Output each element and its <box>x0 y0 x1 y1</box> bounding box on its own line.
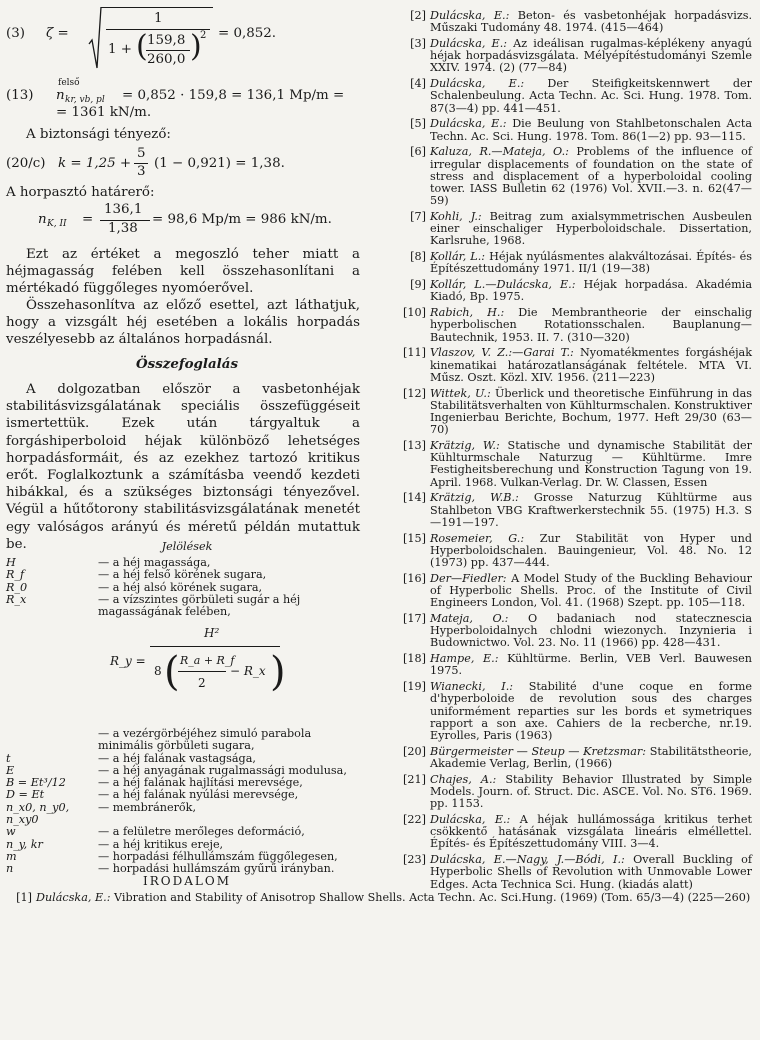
ry-line <box>150 646 280 647</box>
notation-symbol: w <box>6 825 16 839</box>
reference-body: O badaniach nod statecznescia Hyperboloidalnych chlodni wiezonych. Inzynieria i Budownictwo. Vol. 23. No. 11 (1966) pp. 428—431. <box>430 612 752 650</box>
reference-number: [23] <box>403 853 426 867</box>
reference-body: Az ideálisan rugalmas-képlékeny anyagú héjak horpadásvizsgálata. Mélyépítéstudományi Szemle XXIV. 1974. (2) (77—84) <box>430 37 753 75</box>
notation-definition: — a héj magassága, <box>98 556 211 569</box>
reference-item <box>394 653 752 677</box>
reference-item <box>394 10 752 34</box>
reference-text <box>430 746 752 770</box>
eq-line2: = 1361 kN/m. <box>56 105 152 120</box>
reference-item <box>394 613 752 650</box>
paragraph-text: Összehasonlítva az előző esettel, azt láthatjuk, hogy a vizsgált héj esetében a lokális horpadás veszélyesebb az általános horpadásnál. <box>6 298 360 348</box>
notation-definition: — a héj falának hajlítási merevsége, <box>98 776 303 790</box>
notation-definition: — a héj felső körének sugara, <box>98 568 267 582</box>
eq-label: (3) <box>6 26 25 41</box>
paragraph-2 <box>6 297 360 349</box>
reference-text <box>430 492 752 529</box>
notation-definition: — a héj anyagának rugalmassági modulusa, <box>98 763 347 777</box>
equation-13 <box>6 78 366 122</box>
reference-author: Dulácska, E.: <box>430 77 525 91</box>
reference-text <box>430 573 752 610</box>
reference-item <box>394 533 752 570</box>
reference-number: [5] <box>410 117 426 131</box>
reference-body: Vibration and Stability of Anisotrop Shallow Shells. Acta Techn. Ac. Sci.Hung. (1969) (Tom. 65/3—4) (225—260) <box>110 891 751 904</box>
reference-number: [17] <box>403 612 426 626</box>
reference-body: Grosse Naturzug Kühltürme aus Stahlbeton VBG Kraftwerkerstechnik 55. (1975) H.3. S—191—197. <box>430 491 752 529</box>
reference-text <box>430 774 752 811</box>
reference-item <box>394 38 752 75</box>
reference-body: Stabilité d'une coque en forme d'hyperboloide de revolution sous des charges uniformément reparties sur les bords et symetriques rapport a son axe. Cahiers de la recberche, nr.19. Eyrolles, Paris (1963) <box>430 680 752 743</box>
notation-row <box>6 569 366 581</box>
notation-definition: — a héj falának nyúlási merevsége, <box>98 788 299 802</box>
reference-text <box>430 653 752 677</box>
frac-den: 1,38 <box>108 221 138 236</box>
eq-result: = 0,852. <box>218 26 277 41</box>
reference-1 <box>0 891 751 908</box>
reference-number: [14] <box>403 491 426 505</box>
notation-definition: — a héj alsó körének sugara, <box>98 580 263 594</box>
paragraph-text: A dolgozatban először a vasbetonhéjak stabilitásvizsgálatának speciális összefüggéseit ismertettük. Ezek után tárgyaltuk a forgáshiperboloid héjak különböző lehetséges horpadásformáit, és az ezekhez tartozó kritikus erőt. Foglalkoztunk a számításba veendő kezdeti hibákkal, és a szükséges biztonsági tényezővel. Végül a hűtőtorony stabilitásvizsgálatának menetét egy valóságos arányú és méretű példán mutattuk be. <box>6 382 360 552</box>
reference-body: Zur Stabilität von Hyper und Hyperboloidschalen. Bauingenieur, Vol. 48. No. 12 (1973) pp. 437—444. <box>430 531 752 570</box>
reference-text <box>430 613 752 650</box>
reference-item <box>394 118 752 142</box>
reference-author: Kollár, L.: <box>430 250 486 264</box>
reference-item <box>394 440 752 489</box>
reference-body: A héjak hullámossága kritikus terhet csökkentő hatásának vizsgálata lineáris elméllettel. Építés- és Építészettudomány VIII. 3—4. <box>430 813 752 851</box>
reference-item <box>394 814 752 851</box>
reference-body: Nyomatékmentes forgáshéjak kinematikai határozatlanságának feltétele. MTA VI. Műsz. Oszt. Közl. XIV. 1956. (211—223) <box>430 346 752 384</box>
reference-text <box>430 388 752 437</box>
ry-in-num: R_a + R_f <box>180 654 235 667</box>
reference-text <box>430 347 752 384</box>
reference-number: [1] <box>16 891 32 904</box>
frac-den-pre: 1 + <box>108 42 132 57</box>
ry-formula <box>110 624 350 720</box>
reference-number: [11] <box>403 346 426 360</box>
reference-body: Die Membrantheorie der einschalig hyperbolischen Rotationsschalen. Bauplanung—Bautechnik, 1953. II. 7. (310—320) <box>430 306 752 344</box>
reference-body: Statische und dynamische Stabilität der Kühlturmschale Naturzug — Kühltürme. Imre Festigheitsberechung und Konstruction Tagung von 19. April. 1968. Vulkan-Verlag. Dr. W. Classen, Essen <box>430 439 753 489</box>
reference-text <box>430 251 752 275</box>
reference-number: [7] <box>410 210 426 224</box>
reference-item <box>394 347 752 384</box>
notation-list-a <box>6 557 366 618</box>
reference-text <box>430 279 752 303</box>
reference-item <box>394 746 752 770</box>
reference-author: Dulácska, E.: <box>430 9 510 22</box>
notation-symbol: t <box>6 751 11 765</box>
ry-lhs: R_y = <box>110 654 146 668</box>
notation-row <box>6 826 366 838</box>
notation-definition: — membránerők, <box>98 800 197 814</box>
reference-author: Der—Fiedler: <box>430 571 507 585</box>
notation-symbol: R_x <box>6 592 27 606</box>
reference-body: A Model Study of the Buckling Behaviour of Hyperbolic Shells. Proc. of the Institute of Civil Engineers London, Vol. 41. (1968) Szept. pp. 105—118. <box>430 571 752 610</box>
reference-body: Stability Behavior Illustrated by Simple Models. Journ. of. Struct. Dic. ASCE. Vol. No. ST6. 1969. pp. 1153. <box>430 772 752 811</box>
summary-heading: Összefoglalás <box>136 356 238 372</box>
reference-item <box>394 492 752 529</box>
reference-author: Bürgermeister — Steup — Kretzsmar: <box>430 744 647 758</box>
frac-den: 3 <box>137 164 146 179</box>
reference-body: Héjak horpadása. Akadémia Kiadó, Bp. 1975. <box>430 278 752 304</box>
reference-number: [21] <box>403 772 426 786</box>
notation-symbol: H <box>6 556 16 569</box>
reference-number: [8] <box>410 250 426 264</box>
reference-author: Dulácska, E.: <box>430 37 508 50</box>
paren-open: ( <box>136 29 148 64</box>
notation-symbol <box>6 728 54 753</box>
notation-row <box>6 728 366 753</box>
inner-den: 260,0 <box>147 52 186 67</box>
reference-text <box>430 38 752 75</box>
reference-body: Overall Buckling of Hyperbolic Shells of Revolution with Unmovable Lower Edges. Acta Technica Sci. Hung. (kiadás alatt) <box>430 853 752 891</box>
notation-heading: Jelölések <box>161 540 213 553</box>
notation-definition: — a héj kritikus ereje, <box>98 837 224 851</box>
eq-sub: K, II <box>47 219 67 229</box>
notation-symbol: R_0 <box>6 580 28 594</box>
reference-text <box>430 854 752 891</box>
eq-sup: felső <box>58 78 80 88</box>
reference-author: Kollár, L.—Dulácska, E.: <box>430 278 576 292</box>
references-column <box>394 10 752 894</box>
reference-author: Vlaszov, V. Z.:—Garai T.: <box>430 346 574 360</box>
reference-number: [3] <box>410 37 426 50</box>
notation-row <box>6 789 366 801</box>
reference-number: [2] <box>410 9 426 22</box>
notation-symbol: m <box>6 849 17 863</box>
reference-item <box>394 388 752 437</box>
reference-list <box>394 10 752 891</box>
eq-lhs: ζ = <box>46 26 69 41</box>
notation-definition: — a héj falának vastagsága, <box>98 751 256 765</box>
reference-number: [9] <box>410 278 426 292</box>
reference-body: Stabilitätstheorie, Akademie Verlag, Berlin, (1966) <box>430 744 752 771</box>
reference-text <box>430 146 752 207</box>
reference-body: Beitrag zum axialsymmetrischen Ausbeulen einer einschaliger Hyperboloidschale. Dissertation, Karlsruhe, 1968. <box>430 210 753 248</box>
reference-body: Beton- és vasbetonhéjak horpadásvizs. Műszaki Tudomány 48. 1974. (415—464) <box>430 9 753 35</box>
equation-limit <box>6 200 366 240</box>
reference-text <box>430 814 752 851</box>
reference-item <box>0 891 751 904</box>
reference-number: [16] <box>403 571 426 585</box>
reference-author: Krätzig, W.: <box>430 439 500 453</box>
paragraph-1 <box>6 246 360 298</box>
eq-rhs: = 0,852 · 159,8 = 136,1 Mp/m = <box>122 88 345 103</box>
notation-symbol: E <box>6 763 15 777</box>
ry-in-line <box>178 671 226 672</box>
reference-author: Dulácska, E.: <box>430 117 507 131</box>
reference-text <box>430 10 752 34</box>
equation-20c <box>6 146 366 184</box>
reference-item <box>394 681 752 742</box>
notation-definition: — horpadási hullámszám gyűrű irányban. <box>98 862 335 876</box>
reference-author: Rabich, H.: <box>430 306 505 320</box>
safety-label: A biztonsági tényező: <box>26 127 171 142</box>
eq-label: (13) <box>6 88 34 103</box>
notation-symbol: n_x0, n_y0, n_xy0 <box>6 800 70 827</box>
reference-number: [18] <box>403 652 426 666</box>
reference-body: Kühltürme. Berlin, VEB Verl. Bauwesen 1975. <box>430 652 752 678</box>
eq-sub: kr, vb, pl <box>65 95 105 105</box>
references-heading: IRODALOM <box>143 874 231 888</box>
reference-number: [20] <box>403 744 426 758</box>
notation-list-b <box>6 728 366 876</box>
notation-row <box>6 802 366 827</box>
summary-paragraph <box>6 381 360 553</box>
reference-item <box>394 211 752 248</box>
inner-line <box>146 50 190 51</box>
reference-text <box>430 440 752 489</box>
eq-result: = 98,6 Mp/m = 986 kN/m. <box>152 212 332 227</box>
reference-item <box>394 854 752 891</box>
reference-author: Krätzig, W.B.: <box>430 491 519 505</box>
reference-item <box>394 146 752 207</box>
ry-paren-open: ( <box>164 649 180 695</box>
reference-body: Der Steifigkeitskennwert der Schalenbeulung. Acta Techn. Ac. Sci. Hung. 1978. Tom. 87(3—4) pp. 441—451. <box>430 77 752 115</box>
paragraph-text: Ezt az értéket a megoszló teher miatt a héjmagasság felében kell összehasonlítani a mértékadó függőleges nyomóerővel. <box>6 247 360 297</box>
reference-author: Rosemeier, G.: <box>430 531 525 545</box>
frac-num: 136,1 <box>104 202 143 217</box>
reference-body: Die Beulung von Stahlbetonschalen Acta Techn. Ac. Sci. Hung. 1978. Tom. 86(1—2) pp. 93—115. <box>430 117 752 143</box>
reference-author: Mateja, O.: <box>430 612 509 626</box>
eq-label: (20/c) <box>6 156 46 171</box>
reference-text <box>430 211 752 248</box>
ry-in-post: − R_x <box>230 664 266 678</box>
eq-post: (1 − 0,921) = 1,38. <box>154 156 285 171</box>
notation-symbol: R_f <box>6 568 25 582</box>
notation-definition: — horpadási félhullámszám függőlegesen, <box>98 849 338 863</box>
reference-text <box>430 681 752 742</box>
reference-item <box>394 78 752 115</box>
ry-in-den: 2 <box>198 676 206 690</box>
reference-item <box>394 774 752 811</box>
frac-num: 1 <box>154 11 163 26</box>
reference-author: Chajes, A.: <box>430 772 497 786</box>
reference-body: Überlick und theoretische Einführung in das Stabilitätsverhalten von Kühlturmschalen. Konstruktiver Ingenierbau Berichte, Bochum, 1977. Heft 29/30 (63—70) <box>430 386 752 437</box>
reference-text <box>430 78 752 115</box>
reference-author: Dulácska, E.: <box>430 813 511 827</box>
eq-var: n <box>38 212 47 227</box>
reference-text <box>430 118 752 142</box>
reference-number: [6] <box>410 145 426 159</box>
eq-pre: k = 1,25 + <box>58 156 132 171</box>
notation-symbol: B = Et³/12 <box>6 776 66 790</box>
reference-author: Dulácska, E.—Nagy, J.—Bódi, I.: <box>430 853 625 867</box>
reference-author: Wittek, U.: <box>430 386 491 400</box>
reference-body: Héjak nyúlásmentes alakváltozásai. Építés- és Építészettudomány 1971. II/1 (19—38) <box>430 250 752 276</box>
reference-number: [4] <box>410 77 426 91</box>
eq-var: n <box>56 88 65 103</box>
notation-definition: — a vízszintes görbületi sugár a héj magasságának felében, <box>98 592 301 619</box>
reference-number: [19] <box>403 680 426 694</box>
reference-number: [22] <box>403 813 426 827</box>
sqrt-bar <box>101 7 213 8</box>
limit-label: A horpasztó határerő: <box>6 185 155 200</box>
reference-item <box>394 251 752 275</box>
notation-definition: — a felületre merőleges deformáció, <box>98 825 305 839</box>
reference-author: Kohli, J.: <box>430 210 482 224</box>
reference-number: [10] <box>403 306 426 320</box>
ry-paren-close: ) <box>270 649 286 695</box>
ry-den-pre: 8 <box>154 664 162 678</box>
reference-number: [12] <box>403 386 426 400</box>
equation-3 <box>6 6 366 74</box>
notation-definition: — a vezérgörbéjéhez simuló parabola minimális görbületi sugara, <box>98 727 312 753</box>
reference-item <box>394 279 752 303</box>
ry-num: H² <box>204 626 220 640</box>
notation-symbol: D = Et <box>6 788 45 802</box>
reference-author: Kaluza, R.—Mateja, O.: <box>430 145 569 159</box>
paren-close: ) <box>190 29 202 64</box>
frac-num: 5 <box>137 146 146 161</box>
eq-eq: = <box>82 212 94 227</box>
reference-number: [13] <box>403 439 426 453</box>
notation-row <box>6 594 366 619</box>
notation-symbol: n_y, kr <box>6 837 43 851</box>
reference-text <box>430 307 752 344</box>
reference-text <box>430 533 752 570</box>
reference-number: [15] <box>403 531 426 545</box>
sqrt-symbol <box>88 6 102 70</box>
reference-item <box>394 307 752 344</box>
notation-symbol: n <box>6 862 14 876</box>
reference-author: Dulácska, E.: <box>36 891 111 904</box>
reference-body: Problems of the influence of irregular displacements of foundation on the state of stress and displacement of a hyperboloidal cooling tower. IASS Bulletin 62 (1976) Vol. XVII.—3. n. 62(47—59) <box>430 145 752 208</box>
exponent: 2 <box>200 30 207 41</box>
reference-author: Wianecki, I.: <box>430 680 514 694</box>
reference-author: Hampe, E.: <box>430 652 499 666</box>
inner-num: 159,8 <box>147 33 186 48</box>
reference-item <box>394 573 752 610</box>
